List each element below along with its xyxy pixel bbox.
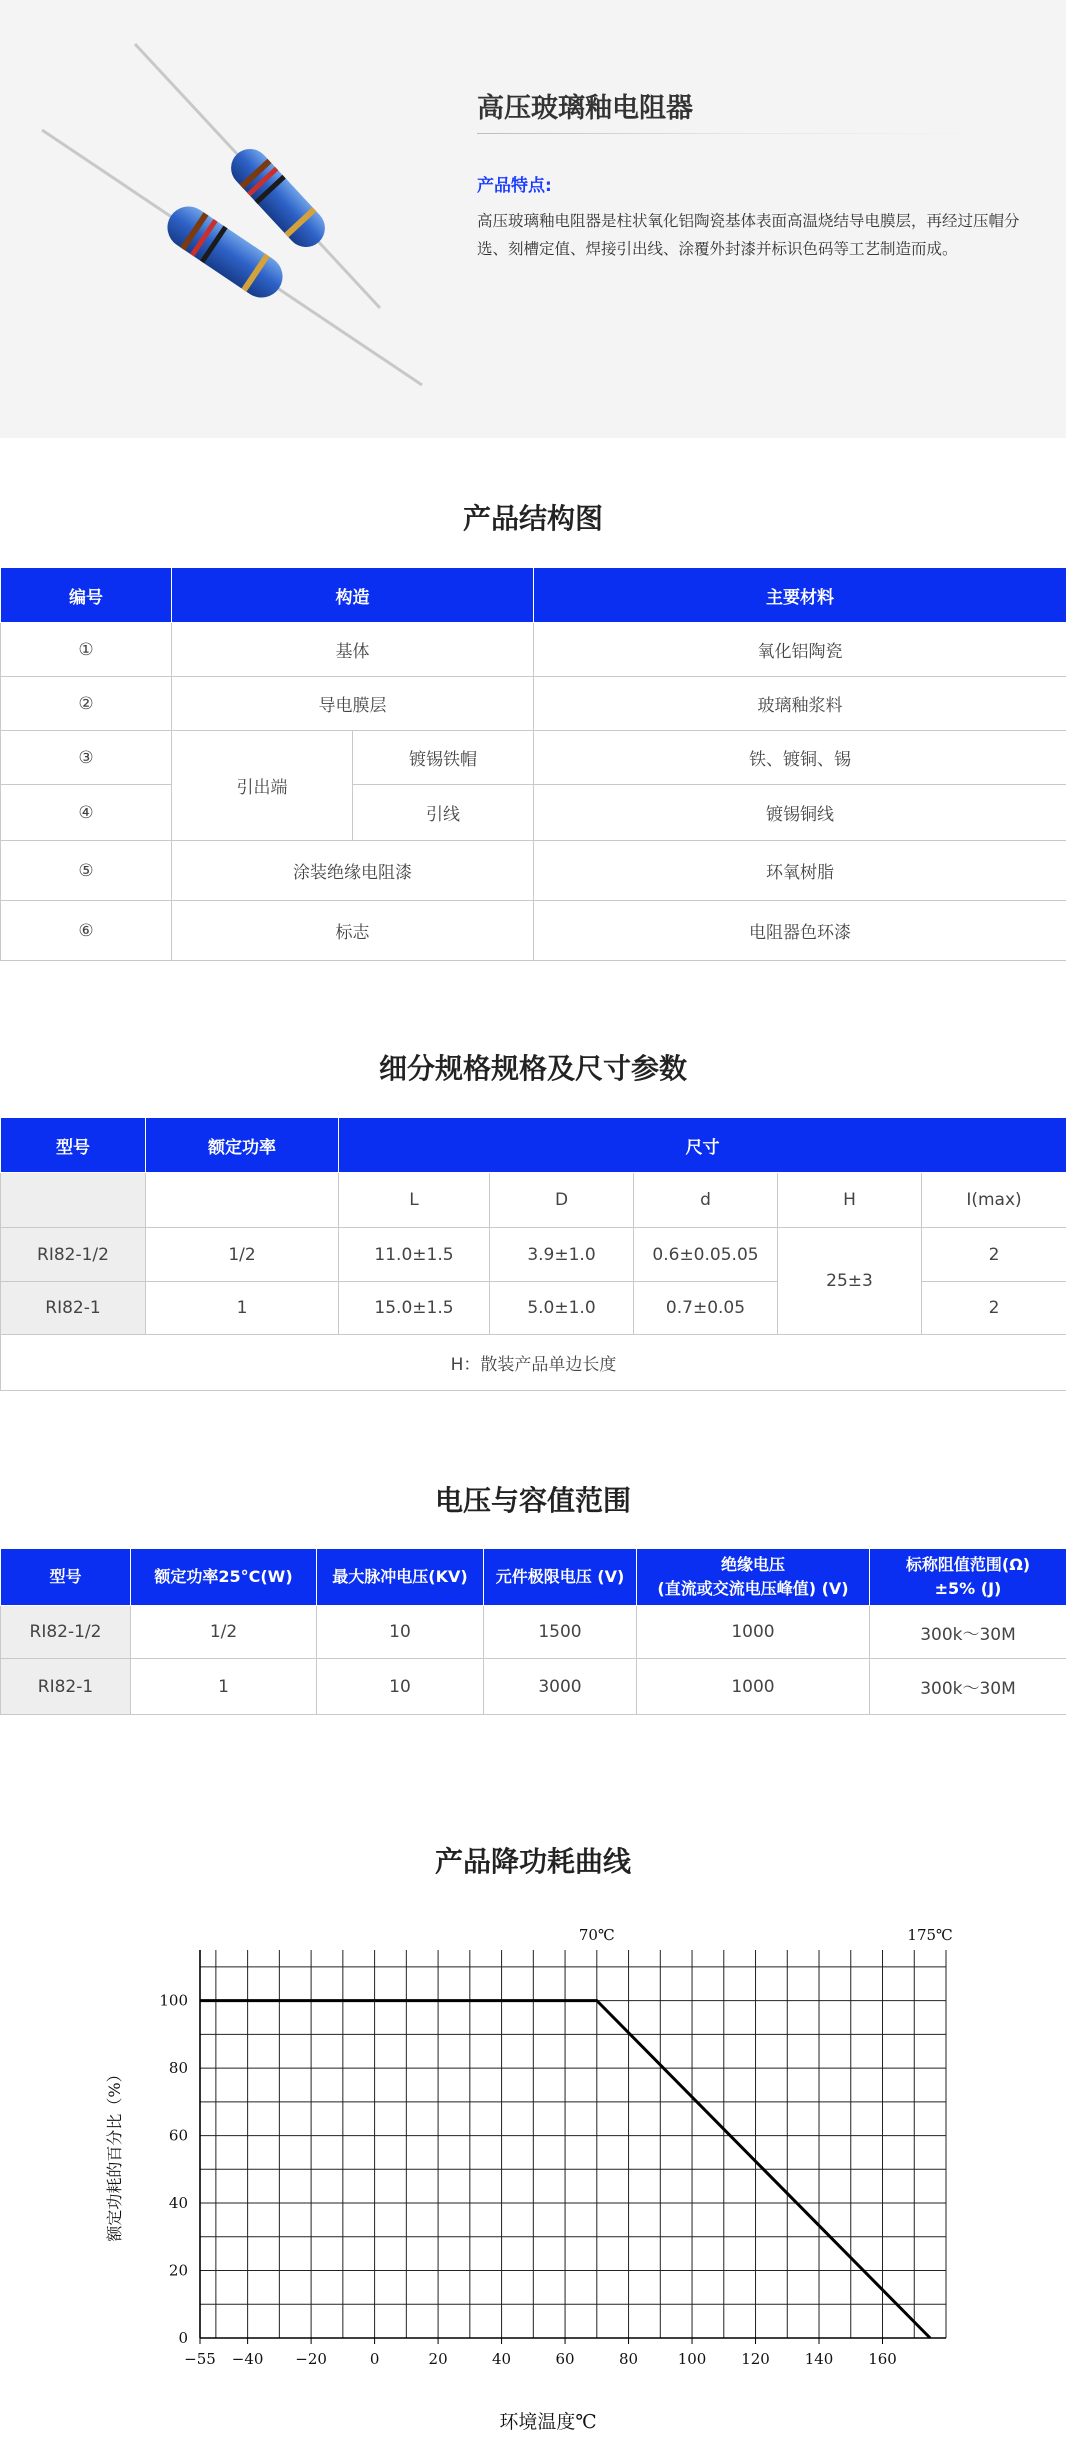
table-subheader-row xyxy=(1,1173,1066,1228)
col-header-pulse: 最大脉冲电压(KV) xyxy=(317,1549,484,1606)
range-header-line1: 标称阻值范围(Ω) xyxy=(905,1555,1031,1574)
row-D: 5.0±1.0 xyxy=(490,1282,634,1335)
voltage-table xyxy=(0,1548,1066,1715)
range-header-line2: ±5% (J) xyxy=(934,1579,1002,1598)
y-tick-label: 100 xyxy=(159,1991,188,2010)
row-part: 引线 xyxy=(353,785,534,841)
row-material: 环氧树脂 xyxy=(534,841,1066,901)
row-part: 基体 xyxy=(172,623,534,677)
row-d: 0.6±0.05.05 xyxy=(634,1228,778,1282)
row-limit: 3000 xyxy=(484,1659,637,1715)
col-header-power: 额定功率25°C(W) xyxy=(131,1549,317,1606)
row-insulation: 1000 xyxy=(637,1659,870,1715)
col-header-power: 额定功率 xyxy=(146,1118,339,1173)
col-header-range xyxy=(870,1549,1066,1606)
table-row xyxy=(1,841,1066,901)
feature-label: 产品特点: xyxy=(477,176,552,196)
specs-note: H：散装产品单边长度 xyxy=(1,1335,1066,1391)
x-tick-label: 20 xyxy=(428,2350,448,2368)
empty-cell xyxy=(1,1173,146,1228)
table-row xyxy=(1,731,1066,785)
col-header-insulation xyxy=(637,1549,870,1606)
row-insulation: 1000 xyxy=(637,1606,870,1659)
product-title: 高压玻璃釉电阻器 xyxy=(477,93,693,124)
col-header-no: 编号 xyxy=(1,568,172,623)
row-no: ① xyxy=(1,623,172,677)
y-tick-label: 20 xyxy=(168,2261,188,2280)
row-L: 15.0±1.5 xyxy=(339,1282,490,1335)
row-material: 铁、镀铜、锡 xyxy=(534,731,1066,785)
subheader-H: H xyxy=(778,1173,922,1228)
insulation-header-line1: 绝缘电压 xyxy=(720,1555,785,1574)
x-tick-label: 60 xyxy=(555,2350,575,2368)
temperature-annotation: 70℃ xyxy=(578,1926,615,1944)
row-pulse: 10 xyxy=(317,1606,484,1659)
row-d: 0.7±0.05 xyxy=(634,1282,778,1335)
row-limit: 1500 xyxy=(484,1606,637,1659)
row-part: 导电膜层 xyxy=(172,677,534,731)
row-part: 镀锡铁帽 xyxy=(353,731,534,785)
x-tick-label: 80 xyxy=(619,2350,639,2368)
row-part: 标志 xyxy=(172,901,534,961)
row-material: 电阻器色环漆 xyxy=(534,901,1066,961)
row-no: ④ xyxy=(1,785,172,841)
row-model: RI82-1 xyxy=(1,1282,146,1335)
x-tick-label: 100 xyxy=(677,2350,707,2368)
col-header-material: 主要材料 xyxy=(534,568,1066,623)
y-tick-label: 80 xyxy=(168,2059,188,2078)
table-note-row xyxy=(1,1335,1066,1391)
subheader-d: d xyxy=(634,1173,778,1228)
product-description: 高压玻璃釉电阻器是柱状氧化铝陶瓷基体表面高温烧结导电膜层，再经过压帽分选、刻槽定值、焊接引出线、涂覆外封漆并标识色码等工艺制造而成。 xyxy=(477,212,1020,258)
y-axis-title: 额定功耗的百分比（%） xyxy=(105,2066,124,2242)
col-header-model: 型号 xyxy=(1,1549,131,1606)
specs-table xyxy=(0,1117,1066,1391)
row-power: 1 xyxy=(131,1659,317,1715)
x-tick-label: −55 xyxy=(184,2350,216,2368)
row-I: 2 xyxy=(922,1228,1066,1282)
table-row xyxy=(1,785,1066,841)
col-header-part: 构造 xyxy=(172,568,534,623)
x-tick-label: −20 xyxy=(295,2350,327,2368)
row-no: ② xyxy=(1,677,172,731)
table-row xyxy=(1,1606,1066,1659)
row-material: 玻璃釉浆料 xyxy=(534,677,1066,731)
derating-curve-chart xyxy=(100,1910,1000,2440)
row-no: ③ xyxy=(1,731,172,785)
insulation-header-line2: (直流或交流电压峰值) (V) xyxy=(657,1579,849,1598)
table-row xyxy=(1,623,1066,677)
y-tick-label: 60 xyxy=(168,2126,188,2145)
row-power: 1/2 xyxy=(131,1606,317,1659)
empty-cell xyxy=(146,1173,339,1228)
table-row xyxy=(1,1228,1066,1282)
x-tick-label: 160 xyxy=(868,2350,897,2368)
row-range: 300k～30M xyxy=(870,1606,1066,1659)
table-row xyxy=(1,677,1066,731)
resistor-product-image xyxy=(30,30,450,410)
y-tick-label: 0 xyxy=(178,2329,188,2347)
subheader-L: L xyxy=(339,1173,490,1228)
table-header-row xyxy=(1,1118,1066,1173)
structure-section-title: 产品结构图 xyxy=(462,502,603,535)
structure-table xyxy=(0,567,1066,961)
temperature-annotation: 175℃ xyxy=(907,1926,953,1944)
row-no: ⑥ xyxy=(1,901,172,961)
col-header-model: 型号 xyxy=(1,1118,146,1173)
subheader-I: I(max) xyxy=(922,1173,1066,1228)
title-divider xyxy=(477,133,987,134)
y-tick-label: 40 xyxy=(168,2194,188,2213)
hero-section xyxy=(0,0,1066,438)
row-L: 11.0±1.5 xyxy=(339,1228,490,1282)
x-tick-label: 40 xyxy=(492,2350,512,2368)
table-header-row xyxy=(1,568,1066,623)
row-part: 涂装绝缘电阻漆 xyxy=(172,841,534,901)
x-axis-title: 环境温度℃ xyxy=(499,2411,597,2433)
row-power: 1 xyxy=(146,1282,339,1335)
row-material: 镀锡铜线 xyxy=(534,785,1066,841)
subheader-D: D xyxy=(490,1173,634,1228)
specs-section-title: 细分规格规格及尺寸参数 xyxy=(378,1052,687,1085)
row-model: RI82-1/2 xyxy=(1,1606,131,1659)
row-model: RI82-1 xyxy=(1,1659,131,1715)
row-pulse: 10 xyxy=(317,1659,484,1715)
voltage-section-title: 电压与容值范围 xyxy=(434,1484,631,1517)
col-header-size: 尺寸 xyxy=(339,1118,1066,1173)
x-tick-label: 120 xyxy=(741,2350,770,2368)
row-material: 氧化铝陶瓷 xyxy=(534,623,1066,677)
table-header-row xyxy=(1,1549,1066,1606)
row-power: 1/2 xyxy=(146,1228,339,1282)
row-group: 引出端 xyxy=(172,731,353,841)
row-no: ⑤ xyxy=(1,841,172,901)
row-I: 2 xyxy=(922,1282,1066,1335)
x-tick-label: 0 xyxy=(369,2350,380,2368)
col-header-limit: 元件极限电压 (V) xyxy=(484,1549,637,1606)
derating-section-title: 产品降功耗曲线 xyxy=(434,1845,631,1878)
row-D: 3.9±1.0 xyxy=(490,1228,634,1282)
row-range: 300k～30M xyxy=(870,1659,1066,1715)
x-tick-label: 140 xyxy=(804,2350,834,2368)
row-H: 25±3 xyxy=(778,1228,922,1335)
x-tick-label: −40 xyxy=(231,2350,264,2368)
table-row xyxy=(1,1659,1066,1715)
table-row xyxy=(1,901,1066,961)
row-model: RI82-1/2 xyxy=(1,1228,146,1282)
